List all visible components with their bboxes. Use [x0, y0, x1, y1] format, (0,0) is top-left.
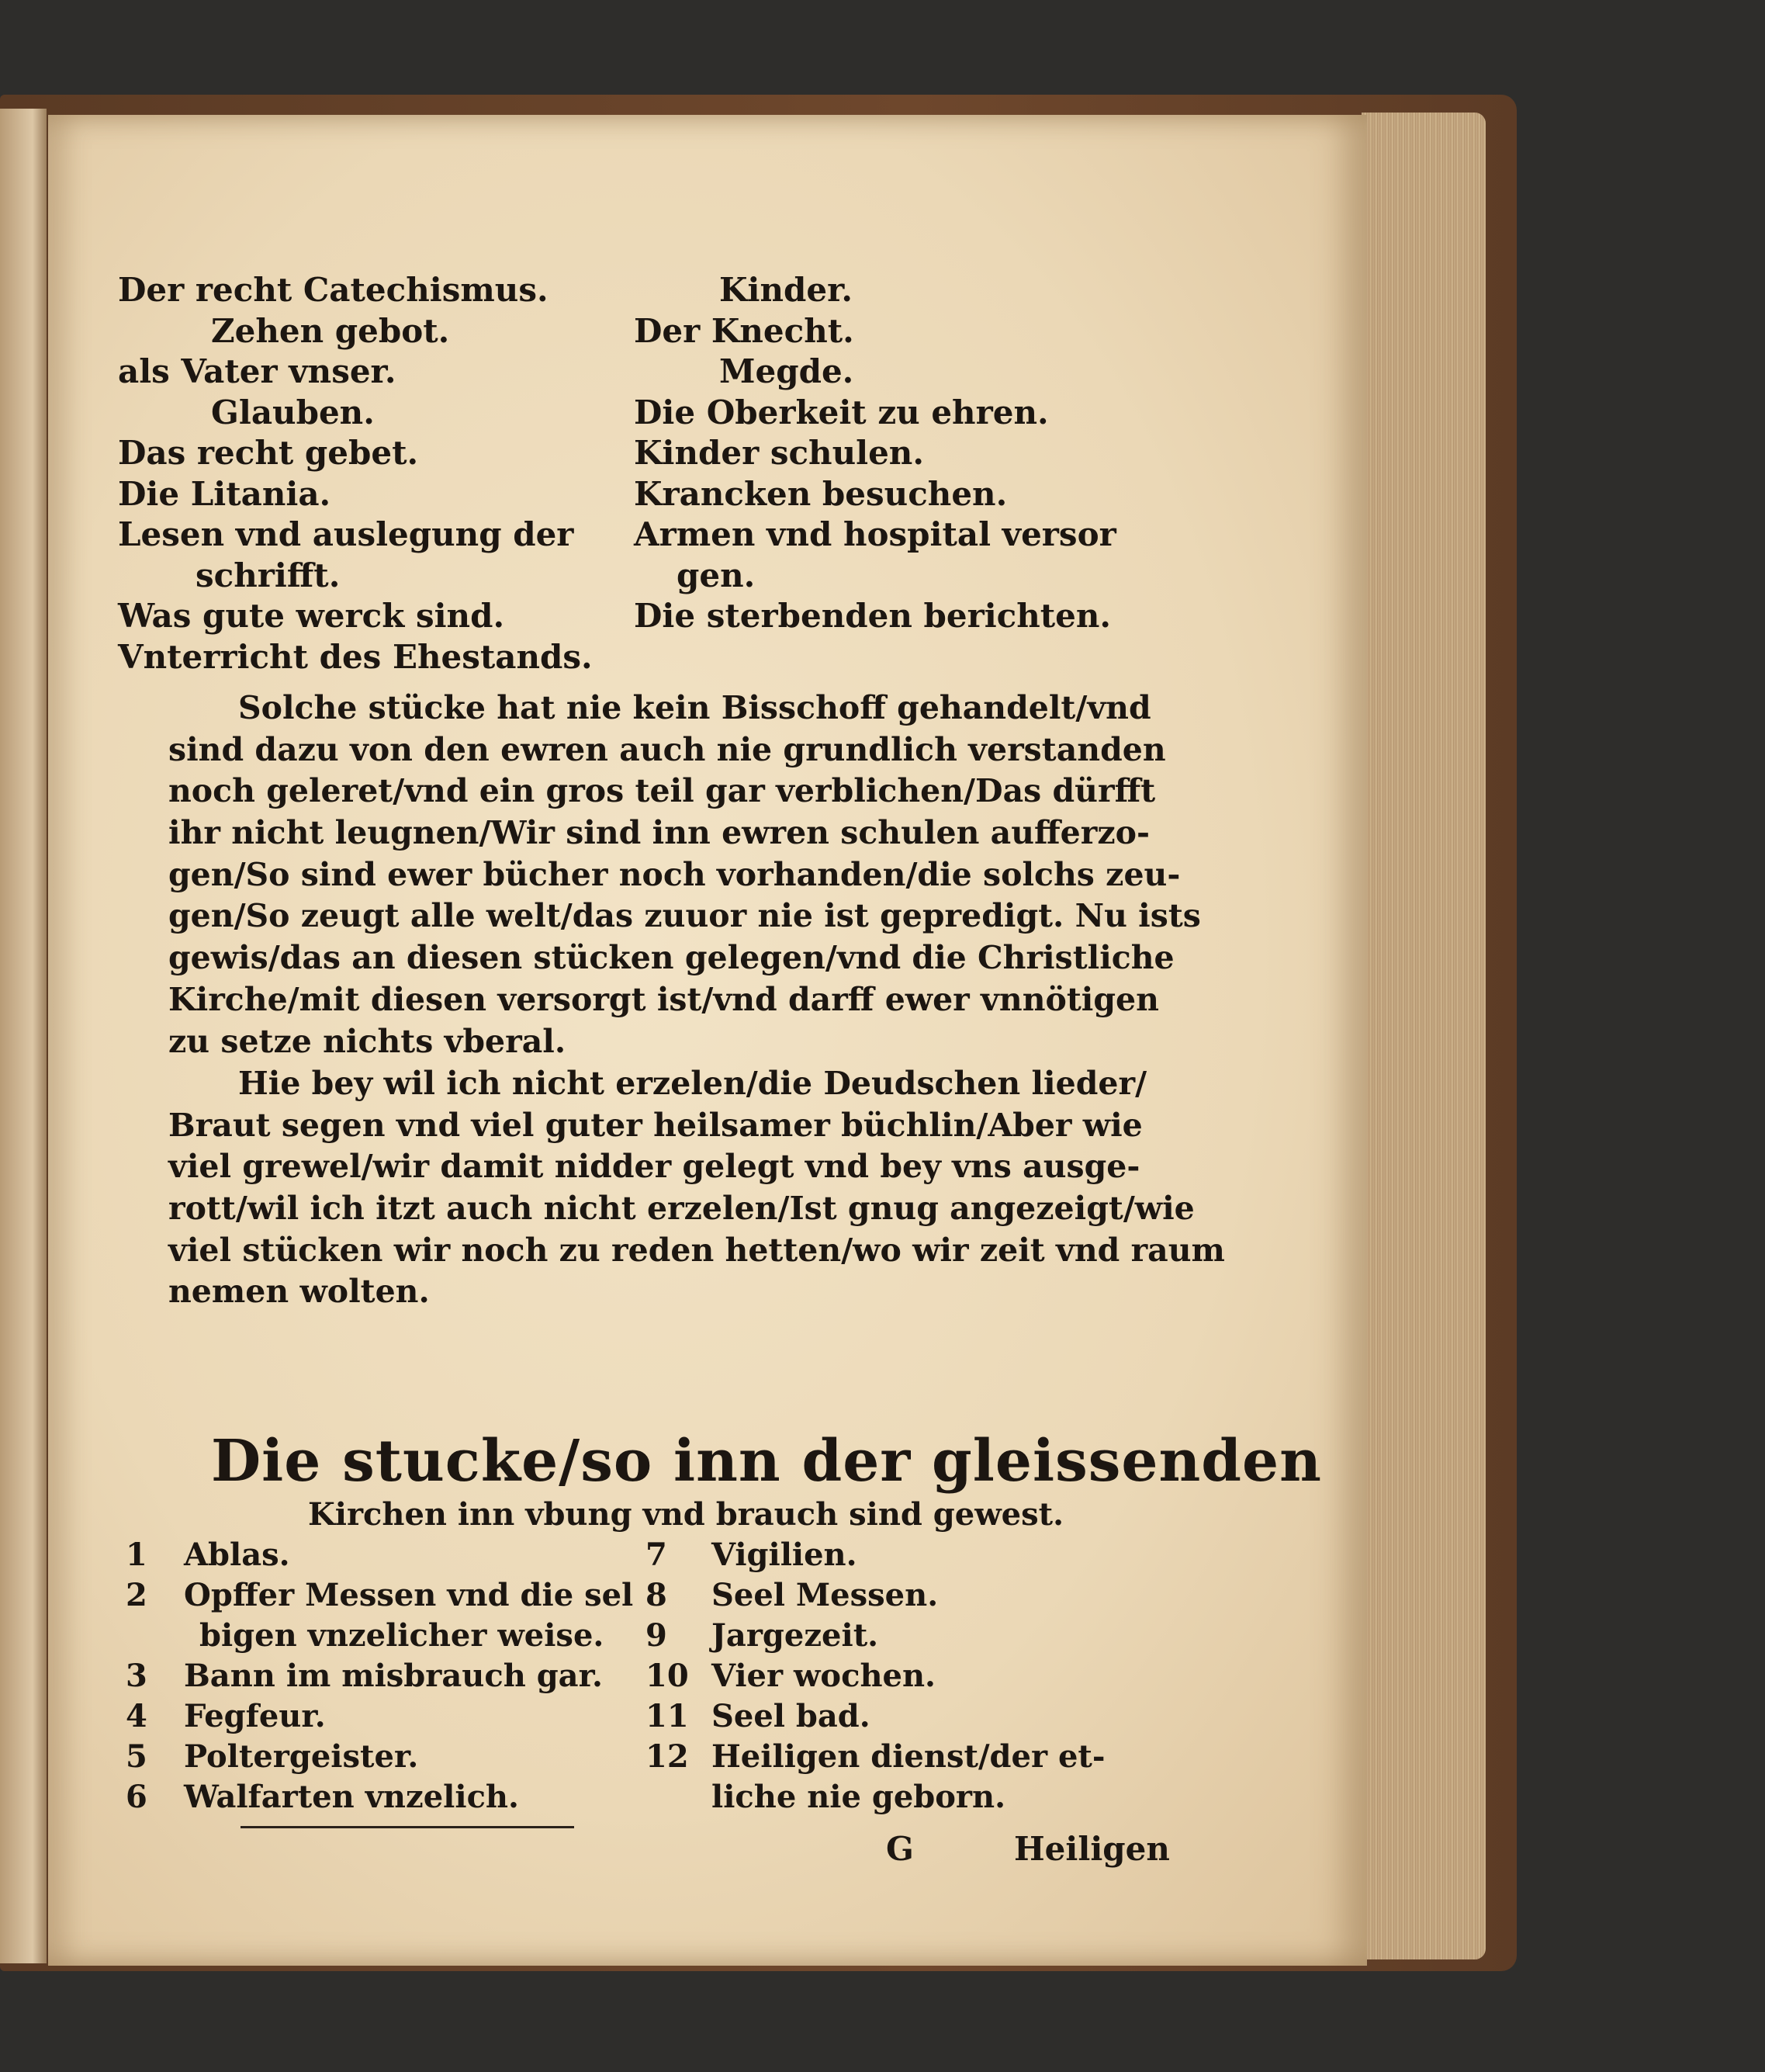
right-line: Krancken besuchen.: [634, 474, 1008, 513]
right-line: Die sterbenden berichten.: [634, 597, 1112, 635]
item-text: Walfarten vnzelich.: [184, 1779, 519, 1815]
item-text: Poltergeister.: [184, 1738, 419, 1775]
item-text: Jargezeit.: [711, 1617, 879, 1654]
item-text: Ablas.: [184, 1537, 290, 1573]
list-item: [126, 1777, 633, 1817]
left-line: Glauben.: [211, 393, 375, 431]
item-text: liche nie geborn.: [711, 1779, 1006, 1815]
item-text: Vier wochen.: [711, 1658, 936, 1694]
text-line: Solche stücke hat nie kein Bisschoff gehandelt/vnd: [238, 689, 1151, 726]
item-text: Heiligen dienst/der et-: [711, 1738, 1106, 1775]
text-line: gewis/das an diesen stücken gelegen/vnd die Christliche: [168, 939, 1175, 977]
book-page: [48, 115, 1367, 1966]
item-number: 8: [645, 1577, 667, 1613]
list-item: [645, 1777, 1106, 1817]
item-number: [126, 1616, 184, 1656]
signature-mark: G: [886, 1830, 914, 1868]
text-line: noch geleret/vnd ein gros teil gar verblichen/Das dürfft: [168, 772, 1156, 810]
item-number: 3: [126, 1658, 147, 1694]
item-number: 7: [645, 1537, 667, 1573]
text-line: Hie bey wil ich nicht erzelen/die Deudschen lieder/: [238, 1065, 1147, 1102]
left-line: schrifft.: [196, 556, 341, 594]
list-item: [126, 1737, 633, 1777]
list-item: [645, 1656, 1106, 1696]
list-item: [126, 1616, 633, 1656]
list-item: [126, 1535, 633, 1575]
list-item: [645, 1575, 1106, 1616]
left-line: Die Litania.: [118, 474, 331, 513]
text-line: nemen wolten.: [168, 1273, 430, 1311]
list-item: [645, 1535, 1106, 1575]
text-line: Kirche/mit diesen versorgt ist/vnd darff ewer vnnötigen: [168, 980, 1159, 1018]
text-line: Braut segen vnd viel guter heilsamer büchlin/Aber wie: [168, 1106, 1143, 1144]
left-line: Der recht Catechismus.: [118, 271, 549, 309]
item-number: 10: [645, 1658, 689, 1694]
text-line: zu setze nichts vberal.: [168, 1022, 566, 1060]
right-line: Der Knecht.: [634, 311, 854, 350]
item-number: 6: [126, 1779, 147, 1815]
catchword: Heiligen: [1014, 1830, 1170, 1868]
item-text: Opffer Messen vnd die sel: [184, 1577, 634, 1613]
section-heading: Die stucke/so inn der gleissenden: [211, 1428, 1322, 1495]
text-line: rott/wil ich itzt auch nicht erzelen/Ist gnug angezeigt/wie: [168, 1190, 1195, 1228]
right-line: gen.: [677, 556, 756, 594]
text-line: viel stücken wir noch zu reden hetten/wo wir zeit vnd raum: [168, 1231, 1225, 1269]
page-edges: [1362, 113, 1486, 1959]
list-item: [645, 1696, 1106, 1737]
list-left: [126, 1535, 633, 1817]
left-line: Zehen gebot.: [211, 311, 450, 350]
item-text: Vigilien.: [711, 1537, 857, 1573]
item-text: Seel Messen.: [711, 1577, 939, 1613]
text-line: sind dazu von den ewren auch nie grundlich verstanden: [168, 730, 1166, 768]
left-column: [118, 270, 593, 677]
left-line: Das recht gebet.: [118, 434, 419, 472]
right-line: Kinder schulen.: [634, 434, 924, 472]
paragraph-2: [168, 1063, 1225, 1313]
item-text: Fegfeur.: [184, 1698, 326, 1734]
item-text: bigen vnzelicher weise.: [199, 1617, 604, 1654]
left-line: als Vater vnser.: [118, 352, 396, 390]
underline-rule: [241, 1826, 574, 1828]
left-line: Was gute werck sind.: [118, 597, 505, 635]
left-line: Vnterricht des Ehestands.: [118, 637, 593, 676]
right-line: Kinder.: [719, 271, 853, 309]
text-line: gen/So zeugt alle welt/das zuuor nie ist gepredigt. Nu ists: [168, 897, 1201, 935]
item-number: 1: [126, 1537, 147, 1573]
item-number: 9: [645, 1617, 667, 1654]
facing-page-edge: [0, 109, 47, 1963]
item-number: 2: [126, 1577, 147, 1613]
right-column: [634, 270, 1116, 637]
left-line: Lesen vnd auslegung der: [118, 515, 574, 553]
list-item: [645, 1616, 1106, 1656]
right-line: Armen vnd hospital versor: [634, 515, 1116, 553]
item-number: 11: [645, 1698, 689, 1734]
list-item: [645, 1737, 1106, 1777]
list-item: [126, 1696, 633, 1737]
item-text: Bann im misbrauch gar.: [184, 1658, 603, 1694]
item-number: [645, 1777, 711, 1817]
text-line: gen/So sind ewer bücher noch vorhanden/die solchs zeu-: [168, 855, 1181, 893]
item-number: 5: [126, 1738, 147, 1775]
item-text: Seel bad.: [711, 1698, 870, 1734]
list-item: [126, 1575, 633, 1616]
text-line: viel grewel/wir damit nidder gelegt vnd bey vns ausge-: [168, 1148, 1140, 1186]
right-line: Megde.: [719, 352, 854, 390]
section-subheading: Kirchen inn vbung vnd brauch sind gewest.: [308, 1496, 1064, 1533]
paragraph-1: [168, 688, 1201, 1062]
item-number: 4: [126, 1698, 147, 1734]
list-right: [645, 1535, 1106, 1817]
item-number: 12: [645, 1738, 689, 1775]
text-line: ihr nicht leugnen/Wir sind inn ewren schulen aufferzo-: [168, 814, 1151, 852]
list-item: [126, 1656, 633, 1696]
right-line: Die Oberkeit zu ehren.: [634, 393, 1049, 431]
